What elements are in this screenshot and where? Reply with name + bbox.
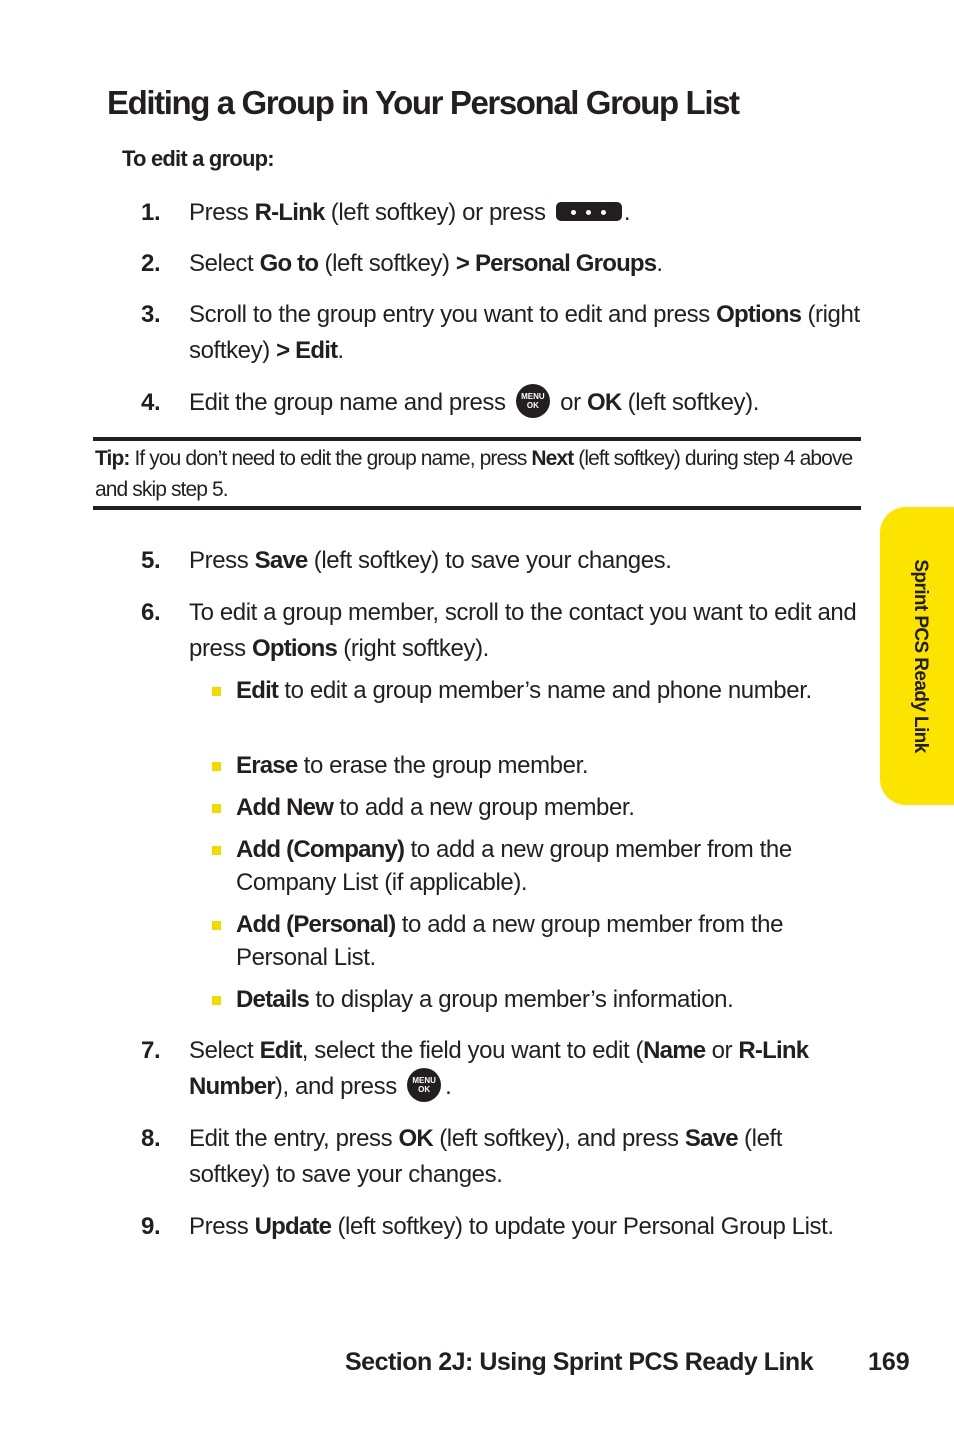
step-number: 2. — [141, 250, 161, 277]
step-number: 8. — [141, 1125, 161, 1152]
bullet-square-icon — [212, 921, 221, 930]
step-text: To edit a group member, scroll to the contact you want to edit and press Options (right softkey). — [189, 599, 857, 662]
tip-box: Tip: If you don’t need to edit the group name, press Next (left softkey) during step 4 above and skip step 5. — [93, 437, 861, 510]
step-text: Press Save (left softkey) to save your changes. — [189, 547, 672, 574]
step-number: 7. — [141, 1037, 161, 1064]
tip-label: Tip: — [95, 447, 130, 470]
step-number: 4. — [141, 389, 161, 416]
step-text: Edit the group name and press MENU OK or OK (left softkey). — [189, 385, 863, 421]
step-text: Select Edit, select the field you want to edit (Name or R-Link Number), and press MENU OK . — [189, 1037, 809, 1100]
bullet-square-icon — [212, 687, 221, 696]
step-number: 3. — [141, 301, 161, 328]
bullet-square-icon — [212, 762, 221, 771]
step-number: 5. — [141, 547, 161, 574]
menu-ok-key-icon: MENU OK — [407, 1068, 441, 1102]
page-title: Editing a Group in Your Personal Group List — [107, 84, 739, 121]
bullet-square-icon — [212, 804, 221, 813]
page-number: 169 — [868, 1348, 910, 1376]
step-number: 1. — [141, 199, 161, 226]
section-side-tab — [880, 507, 954, 805]
step-text: Edit the entry, press OK (left softkey), and press Save (left softkey) to save your changes. — [189, 1125, 783, 1188]
dots-key-icon — [556, 202, 622, 221]
footer-section-title: Section 2J: Using Sprint PCS Ready Link — [345, 1348, 814, 1376]
subheading: To edit a group: — [122, 146, 274, 171]
step-text: Press R-Link (left softkey) or press . — [189, 199, 631, 226]
step-text: Scroll to the group entry you want to edit and press Options (right softkey) > Edit. — [189, 301, 860, 364]
menu-ok-key-icon: MENU OK — [516, 384, 550, 418]
bullet-square-icon — [212, 846, 221, 855]
side-tab-label: Sprint PCS Ready Link — [910, 559, 931, 753]
step-number: 9. — [141, 1213, 161, 1240]
step-number: 6. — [141, 599, 161, 626]
bullet-square-icon — [212, 996, 221, 1005]
step-text: Press Update (left softkey) to update your Personal Group List. — [189, 1213, 834, 1240]
step-text: Select Go to (left softkey) > Personal Groups. — [189, 250, 663, 277]
